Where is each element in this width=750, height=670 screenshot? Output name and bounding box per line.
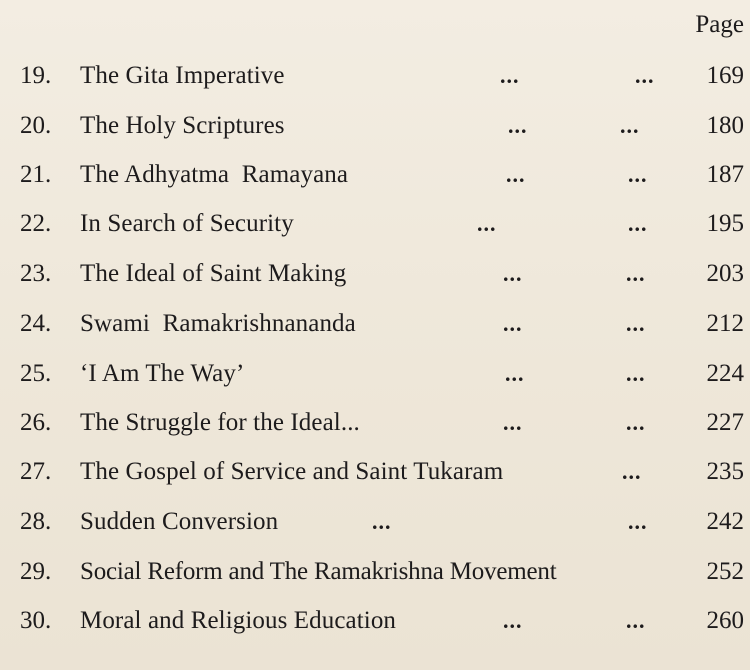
entry-title: Swami Ramakrishnananda (80, 310, 356, 337)
entry-page-number: 212 (706, 310, 744, 337)
toc-entry (0, 452, 750, 492)
entry-number: 29. (20, 558, 52, 585)
entry-title: The Adhyatma Ramayana (80, 161, 349, 188)
entry-page-number: 224 (706, 360, 744, 387)
dot-leader: ... (626, 261, 646, 286)
entry-page-number: 252 (706, 558, 744, 585)
dot-leader: ... (620, 113, 640, 138)
entry-page-number: 187 (706, 161, 744, 188)
toc-entry (0, 204, 750, 244)
toc-entry (0, 155, 750, 195)
entry-number: 23. (20, 260, 52, 287)
dot-leader: ... (628, 162, 648, 187)
dot-leader: ... (477, 211, 497, 236)
entry-number: 25. (20, 360, 52, 387)
entry-title: The Gospel of Service and Saint Tukaram (80, 458, 504, 485)
dot-leader: ... (505, 361, 525, 386)
entry-page-number: 260 (706, 607, 744, 634)
entry-title: The Gita Imperative (80, 62, 285, 89)
toc-entry (0, 354, 750, 394)
toc-entry (0, 106, 750, 146)
dot-leader: ... (500, 63, 520, 88)
entry-number: 28. (20, 508, 52, 535)
entry-title: In Search of Security (80, 210, 294, 237)
entry-number: 24. (20, 310, 52, 337)
toc-entry (0, 304, 750, 344)
dot-leader: ... (628, 509, 648, 534)
dot-leader: ... (506, 162, 526, 187)
toc-entry (0, 552, 750, 592)
entry-number: 27. (20, 458, 52, 485)
toc-entry (0, 56, 750, 96)
entry-page-number: 195 (706, 210, 744, 237)
dot-leader: ... (372, 509, 392, 534)
dot-leader: ... (503, 410, 523, 435)
entry-number: 22. (20, 210, 52, 237)
dot-leader: ... (626, 311, 646, 336)
entry-page-number: 203 (706, 260, 744, 287)
toc-entry (0, 502, 750, 542)
dot-leader: ... (503, 261, 523, 286)
entry-page-number: 235 (706, 458, 744, 485)
entry-title: Sudden Conversion (80, 508, 279, 535)
dot-leader: ... (503, 608, 523, 633)
entry-number: 19. (20, 62, 52, 89)
toc-entry (0, 254, 750, 294)
dot-leader: ... (635, 63, 655, 88)
entry-title: The Holy Scriptures (80, 112, 285, 139)
dot-leader: ... (622, 459, 642, 484)
entry-title: Social Reform and The Ramakrishna Movement (80, 558, 557, 585)
entry-title: The Ideal of Saint Making (80, 260, 347, 287)
entry-number: 21. (20, 161, 52, 188)
dot-leader: ... (508, 113, 528, 138)
dot-leader: ... (626, 410, 646, 435)
dot-leader: ... (626, 608, 646, 633)
entry-number: 20. (20, 112, 52, 139)
entry-page-number: 180 (706, 112, 744, 139)
dot-leader: ... (628, 211, 648, 236)
entry-number: 26. (20, 409, 52, 436)
entry-page-number: 169 (706, 62, 744, 89)
entry-title: ‘I Am The Way’ (80, 360, 245, 387)
dot-leader: ... (503, 311, 523, 336)
entry-page-number: 227 (706, 409, 744, 436)
entry-title: The Struggle for the Ideal... (80, 409, 360, 436)
dot-leader: ... (626, 361, 646, 386)
entry-title: Moral and Religious Education (80, 607, 397, 634)
toc-entry (0, 601, 750, 641)
page-column-heading: Page (695, 11, 744, 38)
entry-page-number: 242 (706, 508, 744, 535)
toc-entry (0, 403, 750, 443)
entry-number: 30. (20, 607, 52, 634)
